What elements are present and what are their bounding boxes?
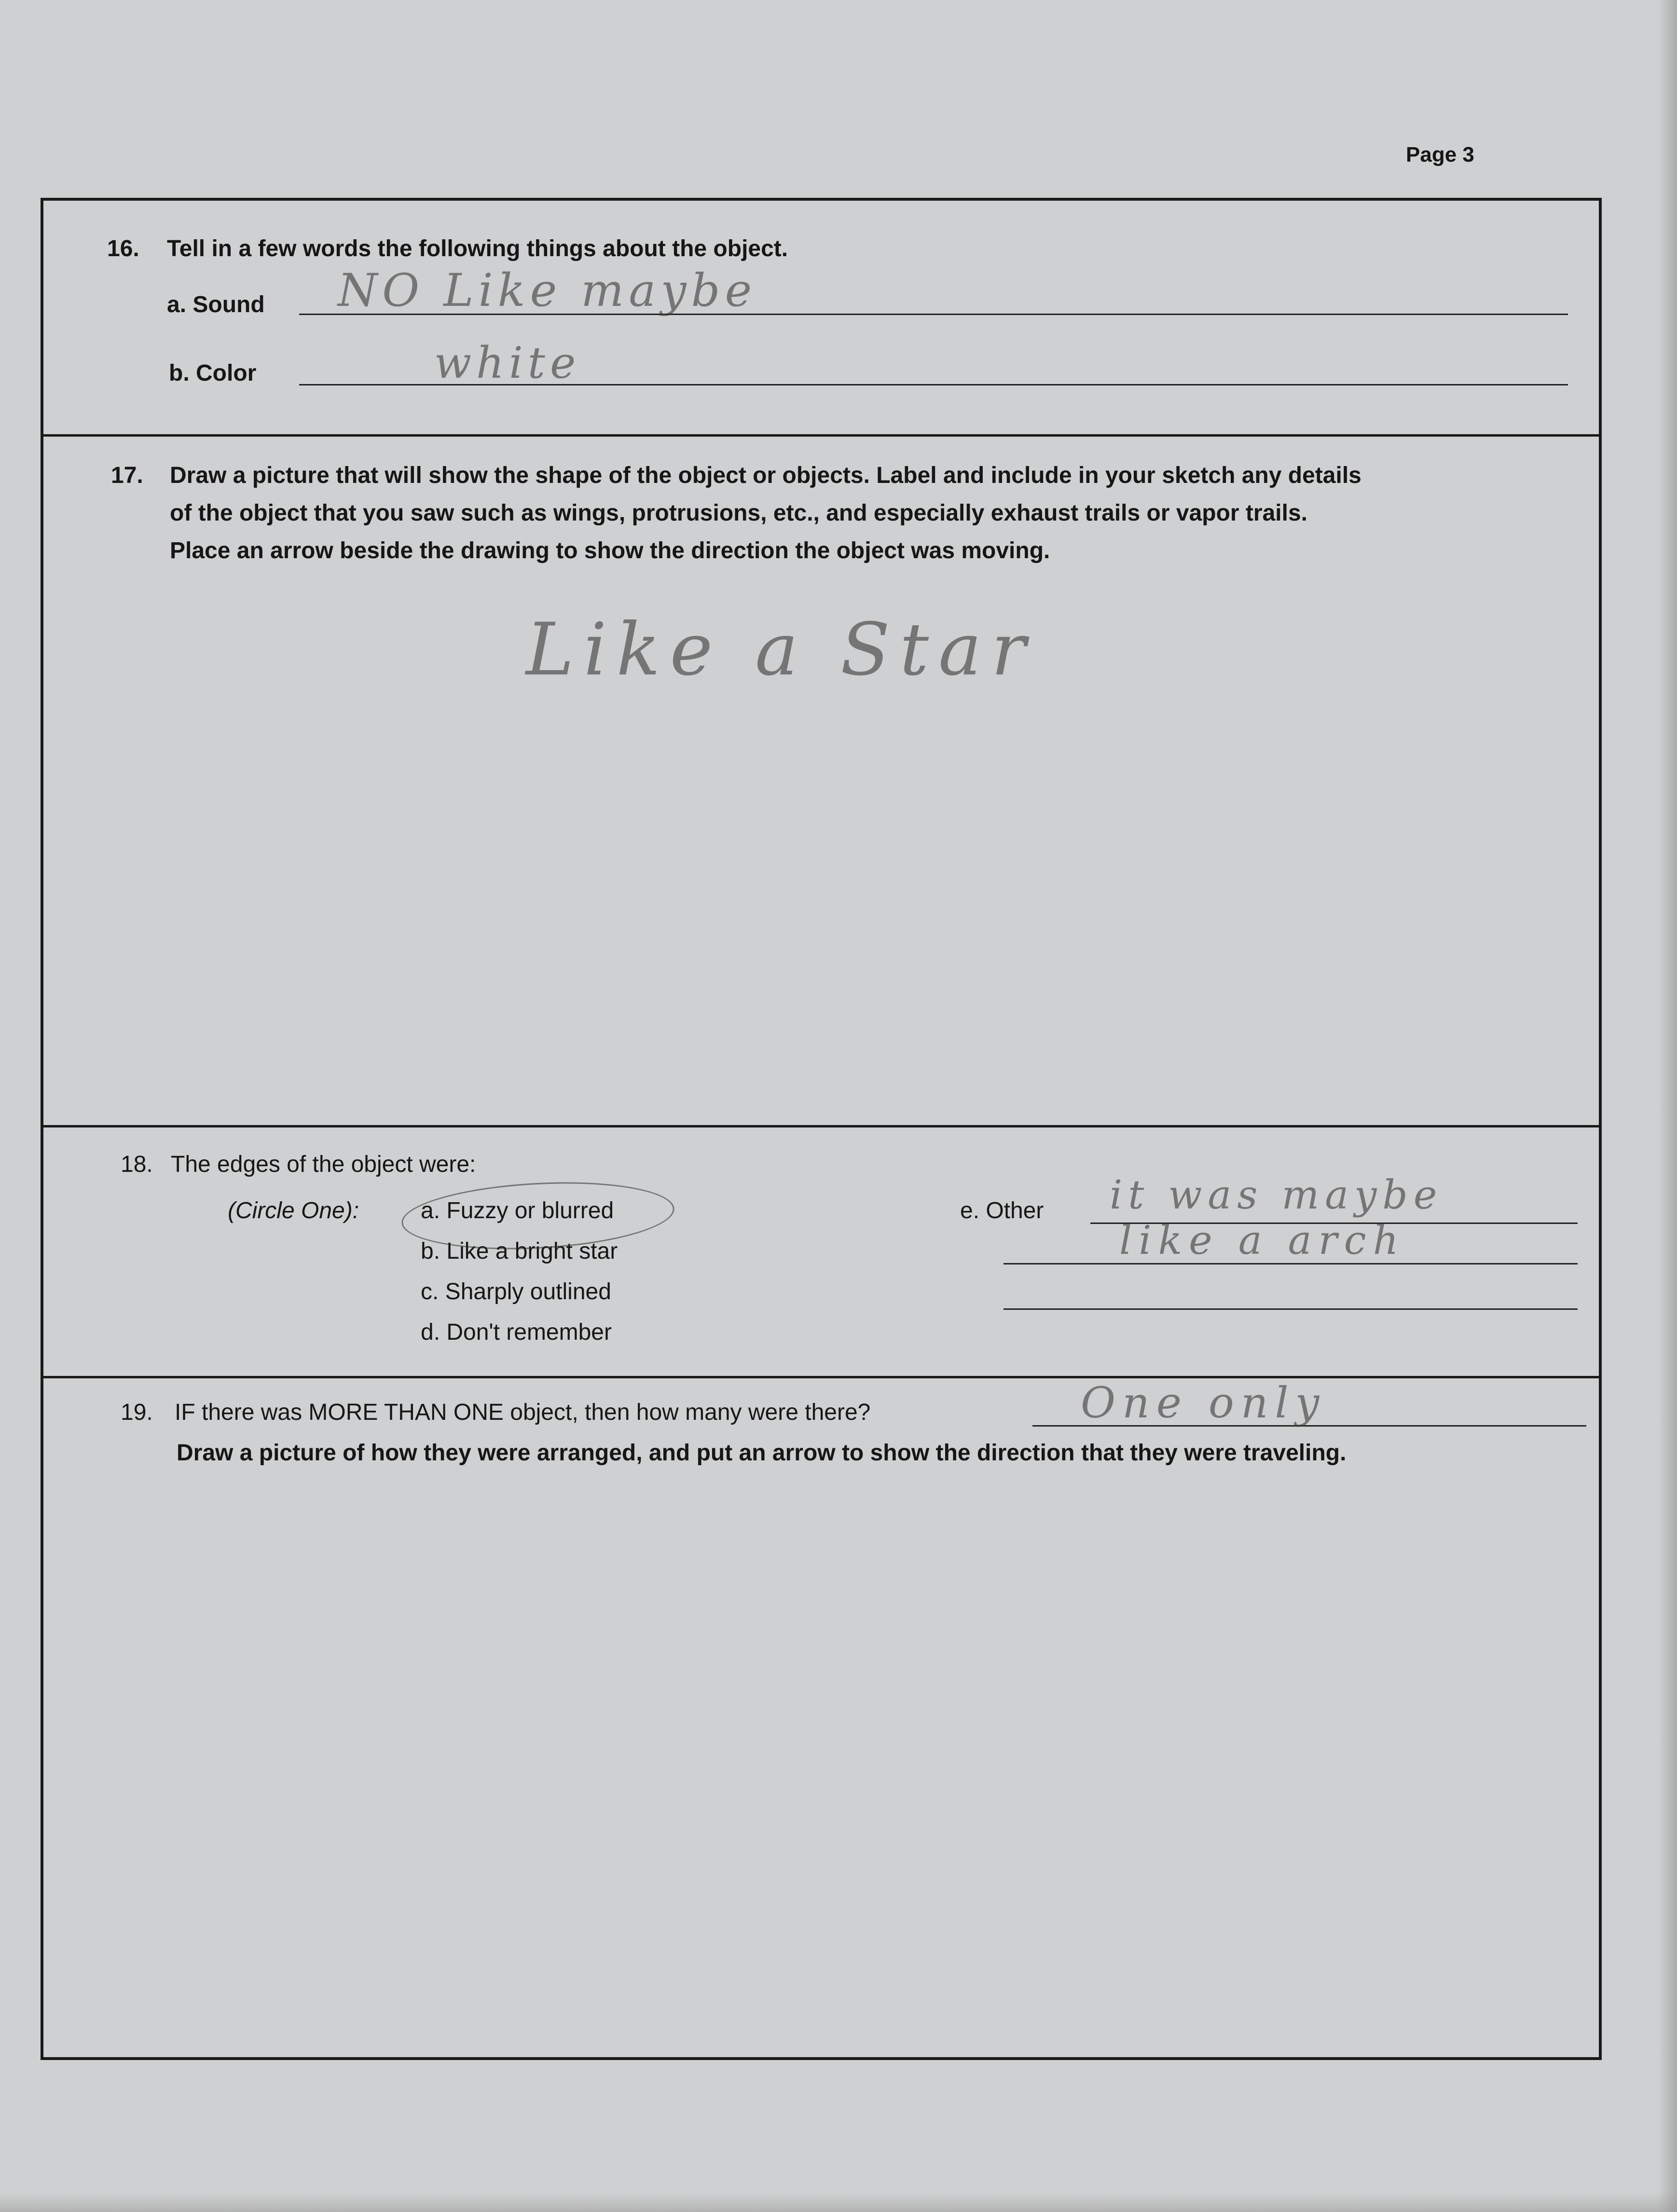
q16-number: 16. (107, 236, 139, 261)
q19-line-2: Draw a picture of how they were arranged, and put an arrow to show the direction that they were traveling. (177, 1440, 1347, 1466)
q18-other-line-3 (1003, 1308, 1578, 1310)
q16-sound-answer: NO Like maybe (338, 264, 757, 317)
q18-option-b: b. Like a bright star (421, 1238, 618, 1264)
q18-option-a: a. Fuzzy or blurred (421, 1198, 614, 1223)
q18-other-answer-1: it was maybe (1110, 1172, 1443, 1218)
q17-line-2: of the object that you saw such as wings, protrusions, etc., and especially exhaust trails or vapor trails. (170, 500, 1307, 526)
q19-number: 19. (121, 1400, 153, 1425)
q16-color-label: b. Color (169, 360, 257, 386)
q17-sketch-text: Like a Star (526, 608, 1036, 692)
q18-other-label: e. Other (960, 1198, 1044, 1223)
q18-option-c: c. Sharply outlined (421, 1279, 611, 1305)
q16-color-answer: white (434, 338, 581, 388)
scan-edge-shadow (1658, 0, 1677, 2212)
page-label: Page 3 (1406, 143, 1474, 166)
q18-circle-label: (Circle One): (228, 1198, 359, 1223)
q18-text: The edges of the object were: (171, 1152, 476, 1177)
q18-number: 18. (121, 1152, 153, 1177)
q17-line-3: Place an arrow beside the drawing to show the direction the object was moving. (170, 538, 1050, 563)
divider-17-18 (41, 1125, 1602, 1127)
q18-other-answer-2: like a arch (1119, 1218, 1405, 1264)
divider-16-17 (41, 434, 1602, 437)
q16-text: Tell in a few words the following things about the object. (167, 236, 788, 261)
q19-answer: One only (1081, 1378, 1326, 1428)
q17-line-1: Draw a picture that will show the shape of the object or objects. Label and include in your sketch any details (170, 463, 1361, 488)
scan-bottom-shadow (0, 2193, 1677, 2212)
q16-sound-label: a. Sound (167, 292, 265, 317)
divider-18-19 (41, 1376, 1602, 1378)
q19-line-1: IF there was MORE THAN ONE object, then how many were there? (175, 1400, 871, 1425)
q17-number: 17. (111, 463, 143, 488)
q18-option-d: d. Don't remember (421, 1319, 612, 1345)
